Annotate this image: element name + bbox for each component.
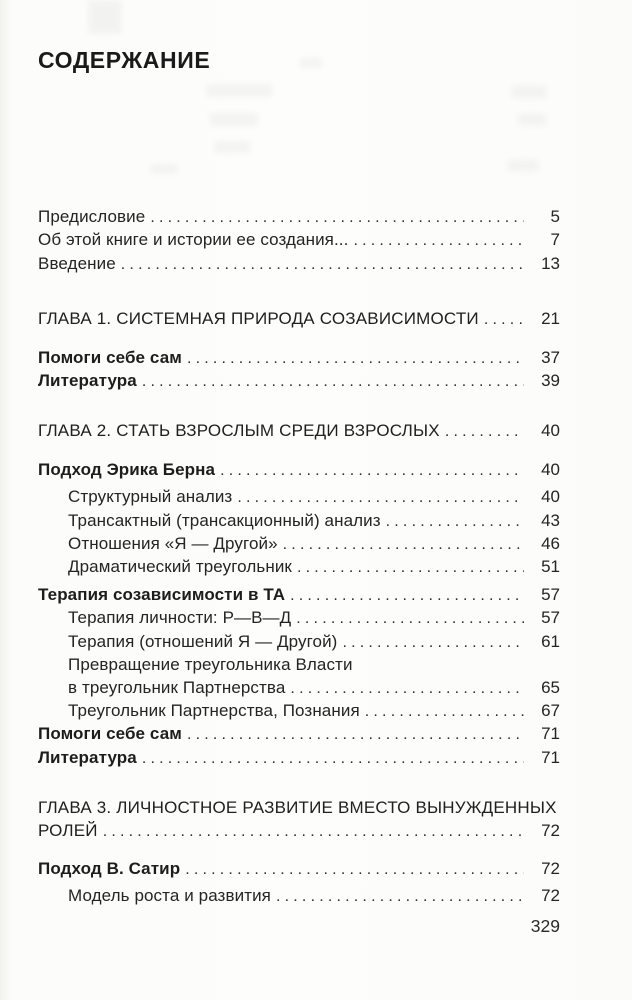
toc-entry — [38, 723, 560, 746]
dot-leader — [296, 607, 524, 630]
toc-entry-page: 65 — [541, 677, 560, 697]
toc-entry — [38, 533, 560, 556]
toc-entry — [38, 556, 560, 579]
toc-entry — [38, 420, 560, 443]
toc-entry — [38, 654, 560, 676]
dot-leader — [220, 459, 524, 482]
table-of-contents — [38, 206, 560, 909]
toc-entry-page: 71 — [541, 747, 560, 767]
toc-entry-page: 61 — [541, 631, 560, 651]
toc-entry-page: 57 — [541, 608, 560, 628]
toc-entry-label: Подход Эрика Берна — [38, 459, 216, 479]
toc-entry — [38, 510, 560, 533]
toc-entry — [38, 858, 560, 881]
toc-entry-label: ГЛАВА 3. ЛИЧНОСТНОЕ РАЗВИТИЕ ВМЕСТО ВЫНУЖДЕННЫХ — [38, 798, 557, 818]
toc-entry-page: 37 — [541, 347, 560, 367]
bleed-through-mark — [88, 0, 122, 34]
toc-entry-label: Модель роста и развития — [68, 886, 271, 906]
toc-entry-label: Об этой книге и истории ее создания... — [38, 230, 349, 250]
dot-leader — [121, 253, 524, 276]
toc-entry-label: Терапия (отношений Я — Другой) — [68, 631, 338, 651]
toc-entry — [38, 797, 560, 819]
toc-entry-label: Терапия личности: Р—В—Д — [68, 608, 292, 628]
dot-leader — [365, 700, 524, 723]
toc-entry — [38, 607, 560, 630]
toc-entry — [38, 747, 560, 770]
dot-leader — [237, 486, 524, 509]
page-title: СОДЕРЖАНИЕ — [38, 47, 211, 73]
dot-leader — [187, 723, 524, 746]
toc-entry — [38, 700, 560, 723]
toc-entry-label: Трансактный (трансакционный) анализ — [68, 510, 381, 530]
dot-leader — [150, 206, 524, 229]
toc-entry — [38, 459, 560, 482]
toc-entry-label: Подход В. Сатир — [38, 858, 181, 878]
dot-leader — [187, 347, 524, 370]
folio-page-number: 329 — [530, 916, 560, 936]
dot-leader — [103, 820, 524, 843]
toc-entry-label: Введение — [38, 253, 116, 273]
toc-entry-label: Отношения «Я — Другой» — [68, 534, 278, 554]
toc-entry-page: 7 — [550, 230, 560, 250]
toc-entry-label: Предисловие — [38, 207, 146, 226]
toc-entry-label: Литература — [38, 371, 137, 391]
toc-entry — [38, 370, 560, 393]
toc-entry-page: 40 — [541, 487, 560, 507]
toc-entry-label: Терапия созависимости в ТА — [38, 584, 286, 604]
toc-entry — [38, 677, 560, 700]
dot-leader — [290, 677, 524, 700]
toc-entry-label: Превращение треугольника Власти — [68, 655, 353, 675]
toc-entry-page: 72 — [541, 886, 560, 906]
toc-entry-page: 72 — [541, 820, 560, 840]
toc-entry — [38, 308, 560, 331]
dot-leader — [142, 370, 524, 393]
toc-entry — [38, 631, 560, 654]
toc-entry-page: 40 — [541, 421, 560, 441]
toc-entry — [38, 347, 560, 370]
toc-entry-label: Литература — [38, 747, 137, 767]
toc-entry-label: ГЛАВА 2. СТАТЬ ВЗРОСЛЫМ СРЕДИ ВЗРОСЛЫХ — [38, 421, 440, 441]
toc-entry — [38, 206, 560, 229]
dot-leader — [386, 510, 524, 533]
dot-leader — [276, 885, 524, 908]
dot-leader — [185, 858, 524, 881]
toc-entry-page: 39 — [541, 371, 560, 391]
dot-leader — [283, 533, 524, 556]
toc-entry-page: 51 — [541, 557, 560, 577]
toc-entry — [38, 253, 560, 276]
toc-entry-label: РОЛЕЙ — [38, 820, 98, 840]
toc-entry — [38, 820, 560, 843]
dot-leader — [445, 420, 524, 443]
toc-entry-page: 57 — [541, 584, 560, 604]
toc-entry-page: 67 — [541, 700, 560, 720]
dot-leader — [342, 631, 524, 654]
toc-entry-page: 71 — [541, 724, 560, 744]
toc-entry-label: Драматический треугольник — [68, 557, 292, 577]
dot-leader — [290, 584, 524, 607]
dot-leader — [297, 556, 524, 579]
toc-entry-label: ГЛАВА 1. СИСТЕМНАЯ ПРИРОДА СОЗАВИСИМОСТИ — [38, 309, 479, 329]
toc-entry-label: Помоги себе сам — [38, 347, 182, 367]
toc-entry-page: 46 — [541, 534, 560, 554]
toc-entry-page: 5 — [550, 207, 560, 226]
toc-entry — [38, 229, 560, 252]
dot-leader — [484, 308, 524, 331]
toc-entry-label: Структурный анализ — [68, 487, 233, 507]
toc-entry — [38, 486, 560, 509]
toc-entry-label: Помоги себе сам — [38, 724, 182, 744]
toc-entry-page: 72 — [541, 858, 560, 878]
page-content — [0, 46, 632, 909]
toc-entry-page: 13 — [541, 253, 560, 273]
toc-entry-label: Треугольник Партнерства, Познания — [68, 700, 360, 720]
toc-entry — [38, 584, 560, 607]
toc-entry-page: 21 — [541, 309, 560, 329]
toc-entry-page: 40 — [541, 459, 560, 479]
toc-entry — [38, 885, 560, 908]
dot-leader — [142, 747, 524, 770]
dot-leader — [353, 229, 524, 252]
toc-entry-label: в треугольник Партнерства — [68, 677, 286, 697]
toc-entry-page: 43 — [541, 510, 560, 530]
